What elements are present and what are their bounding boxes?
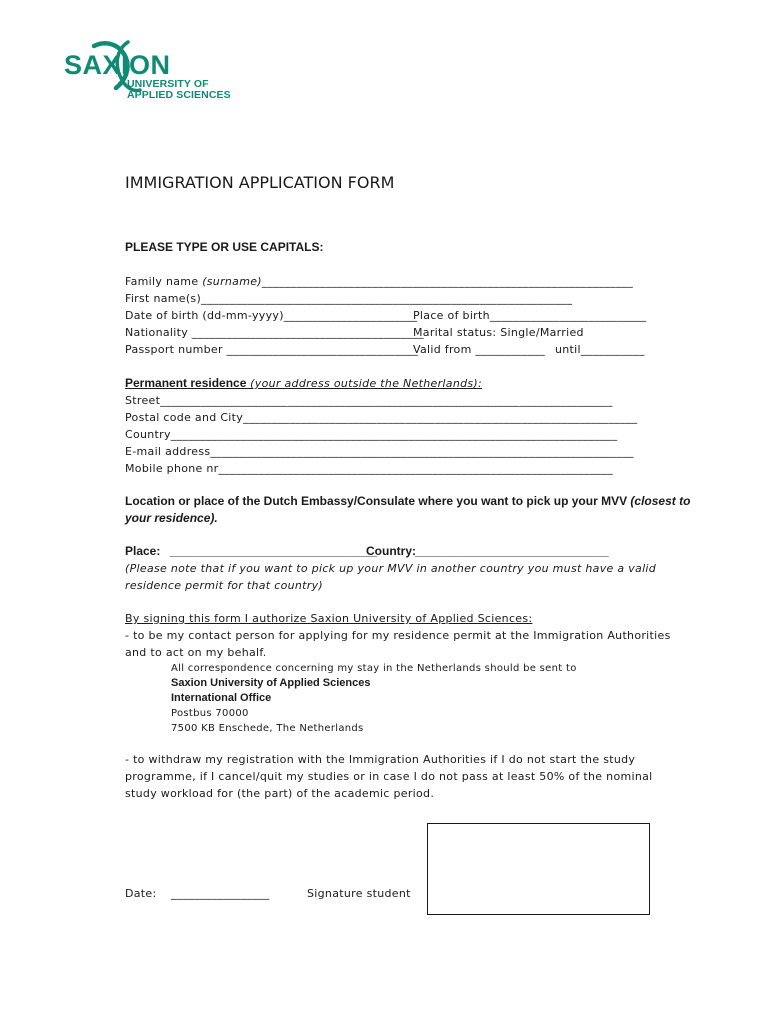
place-of-birth-field[interactable]: Place of birth___________________________ bbox=[413, 309, 647, 322]
nationality-field[interactable]: Nationality ________________________________________ bbox=[125, 326, 424, 339]
embassy-note-line1: (Please note that if you want to pick up your MVV in another country you must have a valid bbox=[125, 562, 657, 575]
authorization-heading: By signing this form I authorize Saxion University of Applied Sciences: bbox=[125, 612, 533, 625]
authorization-item1-line2: and to act on my behalf. bbox=[125, 646, 267, 659]
mobile-phone-field[interactable]: Mobile phone nr____________________________________________________________________ bbox=[125, 462, 613, 475]
signature-label: Signature student bbox=[307, 887, 411, 900]
first-name-field[interactable]: First name(s)________________________________________________________________ bbox=[125, 292, 573, 305]
valid-until-field[interactable]: until___________ bbox=[555, 343, 645, 356]
authorization-item1-line1: - to be my contact person for applying for my residence permit at the Immigration Authorities bbox=[125, 629, 671, 642]
embassy-heading-italic: (closest to bbox=[630, 494, 691, 508]
logo-subtitle-line1: UNIVERSITY OF bbox=[127, 78, 209, 90]
embassy-country-label: Country: bbox=[366, 544, 416, 558]
passport-number-field[interactable]: Passport number _________________________________ bbox=[125, 343, 419, 356]
family-name-hint: (surname) bbox=[202, 275, 262, 288]
residence-heading-label: Permanent residence bbox=[125, 376, 247, 390]
embassy-place-field[interactable]: _______________________________ bbox=[170, 544, 377, 558]
correspondence-city: 7500 KB Enschede, The Netherlands bbox=[171, 723, 364, 734]
embassy-place-label: Place: bbox=[125, 544, 161, 558]
embassy-heading bbox=[125, 493, 690, 510]
logo-subtitle-line2: APPLIED SCIENCES bbox=[127, 89, 231, 101]
family-name-line: ________________________________________________________________ bbox=[261, 275, 634, 288]
authorization-item2-line2: programme, if I cancel/quit my studies or in case I do not pass at least 50% of the nominal bbox=[125, 770, 653, 783]
residence-heading bbox=[125, 375, 482, 392]
correspondence-name: Saxion University of Applied Sciences bbox=[171, 677, 371, 689]
valid-from-field[interactable]: Valid from ____________ bbox=[413, 343, 545, 356]
embassy-heading-line2: your residence). bbox=[125, 511, 218, 525]
country-field[interactable]: Country_____________________________________________________________________________ bbox=[125, 428, 618, 441]
residence-heading-hint: (your address outside the Netherlands): bbox=[246, 377, 483, 390]
correspondence-office: International Office bbox=[171, 692, 272, 704]
embassy-heading-text: Location or place of the Dutch Embassy/Consulate where you want to pick up your MVV bbox=[125, 494, 631, 508]
logo-wordmark: SAXION bbox=[64, 50, 171, 80]
date-label: Date: bbox=[125, 887, 157, 900]
correspondence-intro: All correspondence concerning my stay in the Netherlands should be sent to bbox=[171, 663, 577, 674]
postal-code-city-field[interactable]: Postal code and City____________________________________________________________________ bbox=[125, 411, 638, 424]
authorization-item2-line3: study workload for (the part) of the academic period. bbox=[125, 787, 435, 800]
page-title: IMMIGRATION APPLICATION FORM bbox=[125, 173, 395, 192]
family-name-field[interactable] bbox=[125, 273, 633, 290]
embassy-country-field[interactable]: _____________________________ bbox=[415, 544, 609, 558]
date-of-birth-field[interactable]: Date of birth (dd-mm-yyyy)_______________________ bbox=[125, 309, 418, 322]
signature-box[interactable] bbox=[427, 823, 650, 915]
correspondence-postbus: Postbus 70000 bbox=[171, 708, 249, 719]
date-field[interactable]: _________________ bbox=[171, 887, 270, 900]
street-field[interactable]: Street______________________________________________________________________________ bbox=[125, 394, 613, 407]
authorization-item2-line1: - to withdraw my registration with the Immigration Authorities if I do not start the study bbox=[125, 753, 636, 766]
family-name-label: Family name bbox=[125, 275, 203, 288]
instruction-text: PLEASE TYPE OR USE CAPITALS: bbox=[125, 240, 324, 254]
marital-status-field[interactable]: Marital status: Single/Married bbox=[413, 326, 584, 339]
embassy-note-line2: residence permit for that country) bbox=[125, 579, 323, 592]
email-field[interactable]: E-mail address_________________________________________________________________________ bbox=[125, 445, 634, 458]
